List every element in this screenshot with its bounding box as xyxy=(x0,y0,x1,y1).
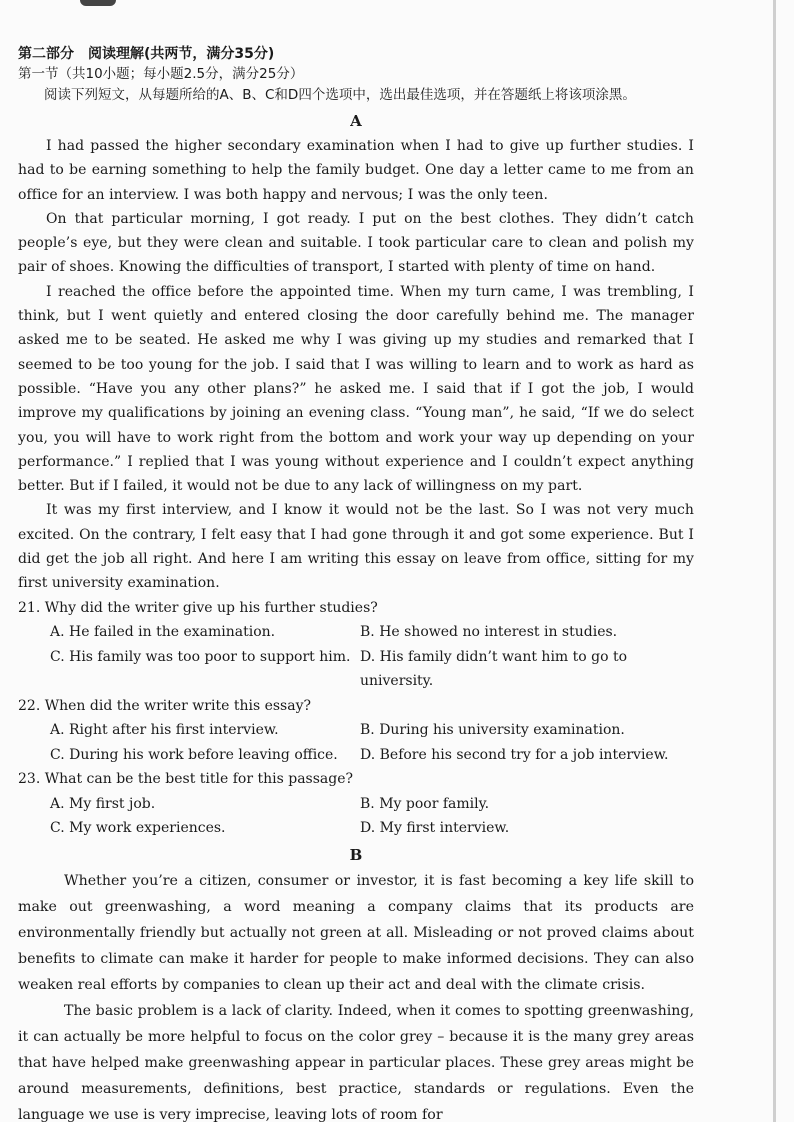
scan-smudge xyxy=(80,0,116,6)
option-c: C. During his work before leaving office. xyxy=(50,746,338,763)
question-options xyxy=(50,620,694,694)
part-label: 第二部分 xyxy=(18,46,74,62)
option-c: C. My work experiences. xyxy=(50,820,226,837)
option-a: A. Right after his first interview. xyxy=(50,722,279,739)
option-b: B. He showed no interest in studies. xyxy=(360,624,618,641)
question-21 xyxy=(18,596,694,694)
instructions: 阅读下列短文，从每题所给的A、B、C和D四个选项中，选出最佳选项，并在答题纸上将该项涂黑。 xyxy=(44,87,636,103)
question-stem: 21. Why did the writer give up his further studies? xyxy=(18,599,378,616)
passage-b-paragraph-2: The basic problem is a lack of clarity. Indeed, when it comes to spotting greenwashing, it can actually be more helpful to focus on the color grey – because it is the many grey areas that have helped make greenwashing appear in particular places. These grey areas might be around measurements, definitions, best practice, standards or regulations. Even the language we use is very imprecise, leaving lots of room for xyxy=(18,1002,694,1123)
question-options xyxy=(50,792,694,841)
option-b: B. My poor family. xyxy=(360,795,490,812)
part-heading xyxy=(18,44,694,64)
option-c: C. His family was too poor to support him. xyxy=(50,648,351,665)
option-d: D. My first interview. xyxy=(360,820,510,837)
question-23 xyxy=(18,767,694,841)
option-d: D. Before his second try for a job interview. xyxy=(360,746,669,763)
passage-a-letter: A xyxy=(350,112,362,130)
passage-a-paragraph-2: On that particular morning, I got ready. I put on the best clothes. They didn’t catch people’s eye, but they were clean and suitable. I took particular care to clean and polish my pair of shoes. Knowing the difficulties of transport, I started with plenty of time on hand. xyxy=(18,210,694,276)
option-a: A. He failed in the examination. xyxy=(50,624,276,641)
scan-edge xyxy=(773,0,776,1122)
option-a: A. My first job. xyxy=(50,795,156,812)
option-d: D. His family didn’t want him to go to university. xyxy=(360,648,628,690)
passage-b-paragraph-1: Whether you’re a citizen, consumer or investor, it is fast becoming a key life skill to make out greenwashing, a word meaning a company claims that its products are environmentally friendly but actually not green at all. Misleading or not proved claims about benefits to climate can make it harder for people to make informed decisions. They can also weaken real efforts by companies to clean up their act and deal with the climate crisis. xyxy=(18,872,694,993)
question-stem: 23. What can be the best title for this passage? xyxy=(18,771,354,788)
page-content xyxy=(18,44,694,1128)
passage-a-paragraph-1: I had passed the higher secondary examination when I had to give up further studies. I had to be earning something to help the family budget. One day a letter came to me from an office for an interview. I was both happy and nervous; I was the only teen. xyxy=(18,138,694,203)
passage-a-paragraph-4: It was my first interview, and I know it would not be the last. So I was not very much excited. On the contrary, I felt easy that I had gone through it and got some experience. But I did get the job all right. And here I am writing this essay on leave from office, sitting for my first university examination. xyxy=(18,502,694,592)
question-22 xyxy=(18,694,694,768)
question-options xyxy=(50,718,694,767)
part-title: 阅读理解(共两节，满分35分) xyxy=(88,46,275,62)
section-one-heading: 第一节（共10小题；每小题2.5分，满分25分） xyxy=(18,66,304,82)
option-b: B. During his university examination. xyxy=(360,722,625,739)
passage-a-paragraph-3: I reached the office before the appointed time. When my turn came, I was trembling, I think, but I went quietly and entered closing the door carefully behind me. The manager asked me to be seated. He asked me why I was giving up my studies and remarked that I seemed to be too young for the job. I said that I was willing to learn and to work as hard as possible. “Have you any other plans?” he asked me. I said that if I got the job, I would improve my qualifications by joining an evening class. “Young man”, he said, “If we do select you, you will have to work right from the bottom and work your way up depending on your performance.” I replied that I was young without experience and I couldn’t expect anything better. But if I failed, it would not be due to any lack of willingness on my part. xyxy=(18,283,694,495)
passage-b-letter: B xyxy=(349,845,363,864)
question-stem: 22. When did the writer write this essay? xyxy=(18,697,311,714)
